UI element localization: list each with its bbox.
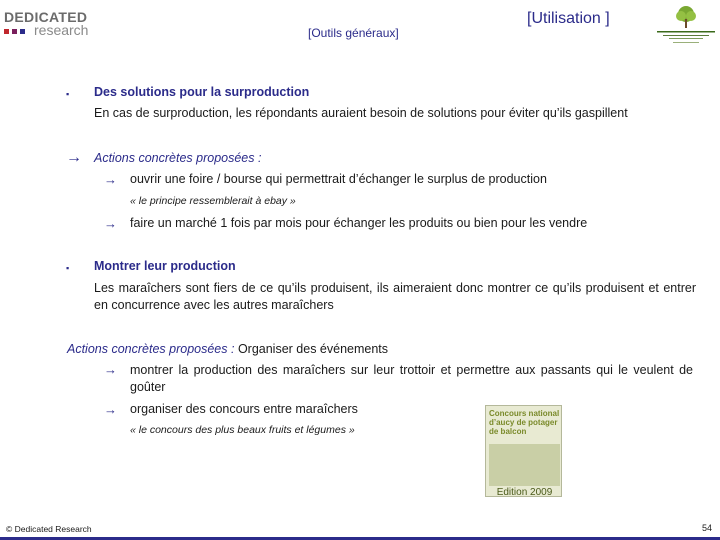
section2-item2: organiser des concours entre maraîchers	[130, 402, 358, 416]
page-number: 54	[702, 523, 713, 533]
breadcrumb-outils: [Outils généraux]	[308, 26, 399, 40]
poster-heading: Concours national d’aucy de potager de balcon	[489, 409, 560, 436]
section1-actions-label: Actions concrètes proposées :	[94, 151, 262, 165]
section2-text: Les maraîchers sont fiers de ce qu’ils produisent, ils aimeraient donc montrer ce qu’ils produisent et entrer en concurrence avec les autres maraîchers	[94, 281, 696, 312]
item-arrow-icon: →	[104, 172, 117, 187]
section2-actions-label: Actions concrètes proposées :	[67, 342, 235, 356]
section2-actions-text: Organiser des événements	[237, 342, 389, 356]
section1-title: Des solutions pour la surproduction	[94, 85, 310, 99]
actions-arrow-icon: →	[66, 149, 82, 166]
section1-text: En cas de surproduction, les répondants auraient besoin de solutions pour éviter qu’ils gaspillent	[94, 106, 628, 120]
footer-copyright: © Dedicated Research	[6, 524, 92, 534]
section2-actions	[67, 342, 388, 356]
section1-item2: faire un marché 1 fois par mois pour échanger les produits ou bien pour les vendre	[130, 216, 588, 230]
logo-line2: research	[34, 22, 89, 38]
partner-tree-logo	[655, 4, 717, 46]
item-arrow-icon: →	[104, 402, 117, 417]
breadcrumb-utilisation: [Utilisation ]	[527, 10, 610, 27]
section2-bullet: ▪	[66, 263, 70, 273]
logo-line1: DEDICATED	[4, 9, 88, 25]
logo-square-blue	[20, 29, 25, 34]
item-arrow-icon: →	[104, 216, 117, 231]
section2-item1: montrer la production des maraîchers sur leur trottoir et permettre aux passants qui le veulent de goûter	[130, 363, 693, 394]
section1-item1: ouvrir une foire / bourse qui permettrait d’échanger le surplus de production	[130, 172, 547, 186]
item-arrow-icon: →	[104, 362, 117, 377]
logo-square-red	[4, 29, 9, 34]
contest-poster-image	[485, 405, 562, 497]
section2-title: Montrer leur production	[94, 259, 236, 273]
section2-item2-note: « le concours des plus beaux fruits et légumes »	[130, 424, 355, 436]
poster-photo	[489, 444, 560, 486]
section1-bullet: ▪	[66, 89, 70, 99]
section1-item1-note: « le principe ressemblerait à ebay »	[130, 195, 296, 207]
dedicated-research-logo	[4, 9, 104, 39]
logo-square-purple	[12, 29, 17, 34]
poster-edition: Edition 2009	[496, 487, 553, 497]
